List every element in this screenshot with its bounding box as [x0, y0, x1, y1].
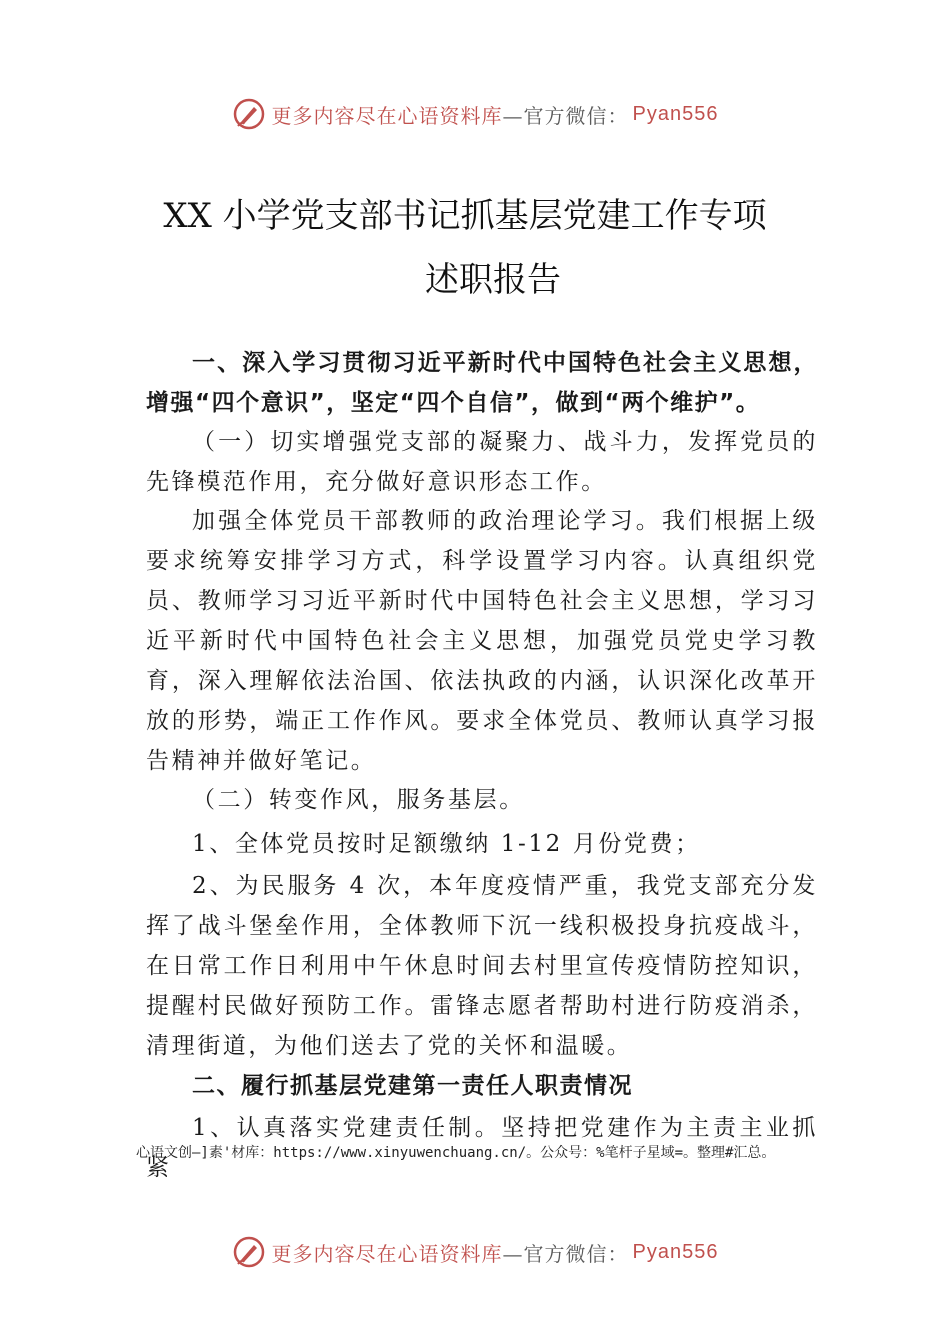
banner-official-wechat-label: —官方微信： — [502, 1241, 629, 1266]
paragraph-subsection-1: （一）切实增强党支部的凝聚力、战斗力，发挥党员的先锋模范作用，充分做好意识形态工作。 — [146, 429, 818, 495]
paragraph-responsibility: 1、认真落实党建责任制。坚持把党建作为主责主业抓紧 — [146, 1115, 818, 1181]
pen-circle-logo-icon — [232, 1235, 266, 1269]
paragraph-subsection-2: （二）转变作风，服务基层。 — [192, 787, 525, 813]
source-footnote: 心语文创—]素'材库：https://www.xinyuwenchuang.cn/。公众号：%笔杆子星域=。整理#汇总。 — [136, 1145, 776, 1161]
banner-official-wechat-label: —官方微信： — [502, 103, 629, 128]
pen-circle-logo-icon — [232, 97, 266, 131]
section-heading-1: 一、深入学习贯彻习近平新时代中国特色社会主义思想，增强“四个意识”，坚定“四个自信”，做到“两个维护”。 — [146, 350, 818, 416]
watermark-banner-bottom — [0, 1232, 950, 1272]
paragraph-study: 加强全体党员干部教师的政治理论学习。我们根据上级要求统筹安排学习方式，科学设置学习内容。认真组织党员、教师学习习近平新时代中国特色社会主义思想，学习习近平新时代中国特色社会主义思想，加强党员党史学习教育，深入理解依法治国、依法执政的内涵，认识深化改革开放的形势，端正工作作风。要求全体党员、教师认真学习报告精神并做好笔记。 — [146, 508, 818, 774]
paragraph-item-2: 2、为民服务 4 次，本年度疫情严重，我党支部充分发挥了战斗堡垒作用，全体教师下沉一线积极投身抗疫战斗，在日常工作日利用中午休息时间去村里宣传疫情防控知识，提醒村民做好预防工作。雷锋志愿者帮助村进行防疫消杀，清理街道，为他们送去了党的关怀和温暖。 — [146, 873, 818, 1059]
banner-wechat-id: Pyan556 — [632, 1240, 719, 1263]
paragraph-item-1: 1、全体党员按时足额缴纳 1-12 月份党费； — [192, 831, 701, 857]
banner-wechat-id: Pyan556 — [632, 102, 719, 125]
document-title-line-2: 述职报告 — [425, 260, 561, 300]
watermark-banner-top — [0, 94, 950, 134]
banner-library-text: 更多内容尽在心语资料库 — [271, 1241, 503, 1266]
banner-library-text: 更多内容尽在心语资料库 — [271, 103, 503, 128]
document-title-line-1: XX 小学党支部书记抓基层党建工作专项 — [163, 196, 767, 236]
section-heading-2: 二、履行抓基层党建第一责任人职责情况 — [192, 1073, 633, 1099]
